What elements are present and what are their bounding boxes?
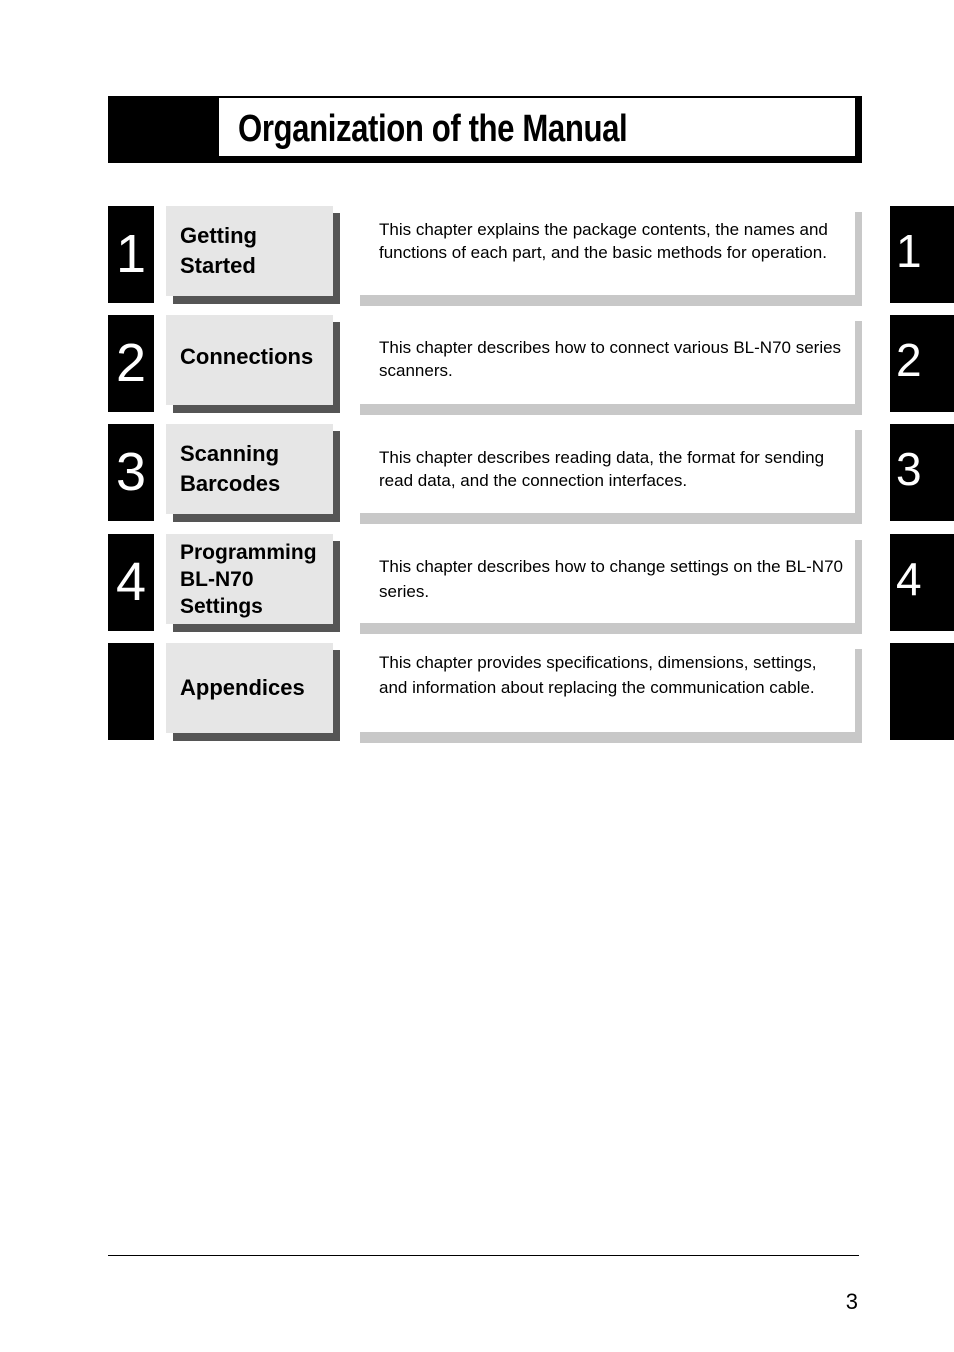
chapter-row-appendices: [0, 643, 954, 741]
chapter-label: [166, 424, 333, 514]
chapter-description: [360, 315, 855, 404]
chapter-description-text: This chapter describes how to change settings on the BL-N70 series.: [379, 557, 843, 601]
chapter-number-tab-right: 3: [890, 424, 954, 521]
chapter-label-text: Scanning Barcodes: [180, 441, 281, 496]
chapter-row-1: [0, 206, 954, 304]
chapter-number-tab-left: 4: [108, 534, 154, 631]
chapter-number-tab-left: 3: [108, 424, 154, 521]
chapter-number-tab-left: [108, 643, 154, 740]
chapter-label-text: Appendices: [180, 675, 305, 700]
chapter-description-text: This chapter provides specifications, dimensions, settings, and information about replacing the communication cable.: [379, 653, 817, 697]
chapter-label: [166, 315, 333, 405]
chapter-label: [166, 534, 333, 624]
page-title: Organization of the Manual: [238, 108, 628, 150]
chapter-number-tab-right: 4: [890, 534, 954, 631]
chapter-description: [360, 424, 855, 513]
chapter-description: [360, 643, 855, 732]
chapter-label-text: Programming BL-N70 Settings: [180, 540, 317, 618]
chapter-label-text: Connections: [180, 344, 314, 369]
chapter-number-tab-left: 1: [108, 206, 154, 303]
chapter-label: [166, 206, 333, 296]
chapter-label: [166, 643, 333, 733]
page-number: 3: [845, 1289, 858, 1314]
chapter-number-tab-right: 1: [890, 206, 954, 303]
chapter-number-tab-right: [890, 643, 954, 740]
chapter-number-tab-left: 2: [108, 315, 154, 412]
chapter-description-text: This chapter explains the package contents, the names and functions of each part, and the basic methods for operation.: [379, 220, 828, 262]
chapter-number-tab-right: 2: [890, 315, 954, 412]
chapter-row-4: [0, 534, 954, 632]
chapter-description: [360, 206, 855, 295]
title-box: [219, 98, 855, 156]
chapter-row-3: [0, 424, 954, 522]
footer-rule: [108, 1255, 859, 1256]
chapter-description-text: This chapter describes reading data, the format for sending read data, and the connection interfaces.: [379, 448, 825, 490]
page-header: [108, 96, 862, 163]
chapter-row-2: [0, 315, 954, 413]
chapter-description-text: This chapter describes how to connect various BL-N70 series scanners.: [379, 338, 842, 380]
chapter-description: [360, 534, 855, 623]
chapter-label-text: Getting Started: [180, 223, 257, 278]
